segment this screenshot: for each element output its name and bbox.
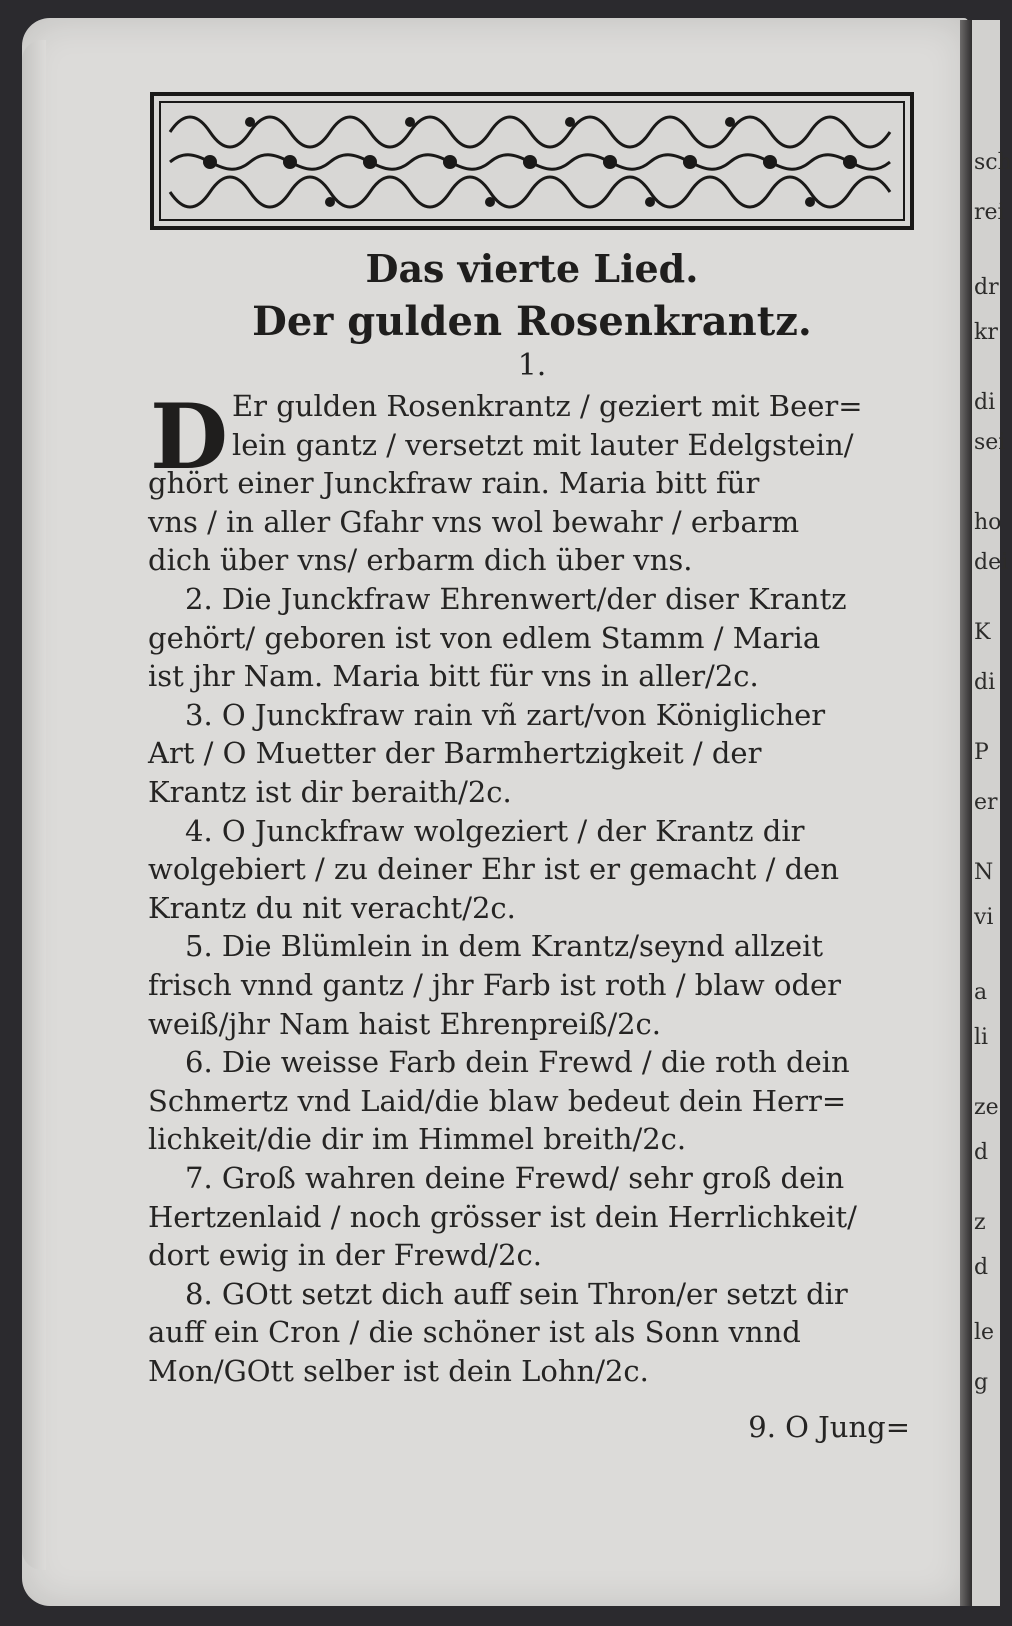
next-page-fragment: ze bbox=[974, 1095, 999, 1120]
text-line: ist jhr Nam. Maria bitt für vns in aller/2c. bbox=[148, 659, 759, 694]
next-page-fragment: z bbox=[974, 1210, 986, 1235]
next-page-fragment: rei bbox=[974, 200, 1005, 225]
text-line: 5. Die Blümlein in dem Krantz/seynd allzeit bbox=[185, 929, 824, 964]
next-page-fragment: sch bbox=[974, 150, 1012, 175]
book-gutter bbox=[960, 20, 972, 1606]
text-line: Hertzenlaid / noch grösser ist dein Herrlichkeit/ bbox=[148, 1199, 857, 1234]
text-line: 8. GOtt setzt dich auff sein Thron/er setzt dir bbox=[185, 1276, 848, 1311]
next-page-fragment: vi bbox=[974, 905, 994, 930]
next-page-edge bbox=[972, 20, 1012, 1606]
text-line: 6. Die weisse Farb dein Frewd / die roth dein bbox=[185, 1045, 850, 1080]
song-title: Das vierte Lied. bbox=[365, 246, 699, 291]
next-page-fragment: di bbox=[974, 390, 996, 415]
text-line: Schmertz vnd Laid/die blaw bedeut dein Herr= bbox=[148, 1083, 847, 1118]
next-page-fragment: kr bbox=[974, 320, 998, 345]
text-line: lein gantz / versetzt mit lauter Edelgstein/ bbox=[232, 427, 854, 462]
text-line: Krantz du nit veracht/2c. bbox=[148, 890, 516, 925]
page-edge-shadow bbox=[22, 40, 46, 1570]
stanza-number: 1. bbox=[517, 348, 547, 383]
next-page-fragment: dr bbox=[974, 275, 999, 300]
text-line: wolgebiert / zu deiner Ehr ist er gemacht / den bbox=[148, 852, 840, 887]
text-line: Mon/GOtt selber ist dein Lohn/2c. bbox=[148, 1354, 649, 1388]
text-line: Art / O Muetter der Barmhertzigkeit / der bbox=[148, 736, 762, 771]
text-line: dich über vns/ erbarm dich über vns. bbox=[148, 543, 693, 578]
next-page-fragment: a bbox=[974, 980, 988, 1005]
next-page-fragment: er bbox=[974, 790, 998, 815]
catchword: 9. O Jung= bbox=[748, 1410, 910, 1444]
next-page-fragment: d bbox=[974, 1140, 989, 1165]
text-line: Er gulden Rosenkrantz / geziert mit Beer= bbox=[232, 389, 863, 423]
next-page-fragment: sei bbox=[974, 430, 1006, 455]
next-page-fragment: le bbox=[974, 1320, 995, 1345]
text-line: gehört/ geboren ist von edlem Stamm / Maria bbox=[148, 620, 821, 655]
text-line: 2. Die Junckfraw Ehrenwert/der diser Krantz bbox=[185, 582, 847, 616]
next-page-fragment: ho bbox=[974, 510, 1002, 535]
text-line: weiß/jhr Nam haist Ehrenpreiß/2c. bbox=[148, 1006, 661, 1041]
text-line: 7. Groß wahren deine Frewd/ sehr groß dein bbox=[185, 1161, 845, 1195]
next-page-fragment: P bbox=[974, 740, 989, 765]
next-page-fragment: dei bbox=[974, 550, 1009, 575]
text-line: 4. O Junckfraw wolgeziert / der Krantz dir bbox=[185, 813, 805, 848]
text-line: auff ein Cron / die schöner ist als Sonn vnnd bbox=[148, 1315, 801, 1350]
text-line: frisch vnnd gantz / jhr Farb ist roth / blaw oder bbox=[148, 968, 842, 1002]
next-page-fragment: di bbox=[974, 670, 996, 695]
text-line: 3. O Junckfraw rain vñ zart/von Königlicher bbox=[185, 697, 826, 732]
text-line: ghört einer Junckfraw rain. Maria bitt für bbox=[148, 466, 760, 501]
drop-cap-initial: D bbox=[150, 384, 229, 490]
next-page-fragment: g bbox=[974, 1370, 989, 1395]
text-line: vns / in aller Gfahr vns wol bewahr / erbarm bbox=[148, 504, 800, 539]
text-line: dort ewig in der Frewd/2c. bbox=[148, 1238, 542, 1273]
next-page-fragment: K bbox=[974, 620, 991, 645]
song-subtitle: Der gulden Rosenkrantz. bbox=[252, 298, 812, 345]
text-line: lichkeit/die dir im Himmel breith/2c. bbox=[148, 1122, 687, 1157]
next-page-fragment: N bbox=[974, 860, 994, 885]
text-line: Krantz ist dir beraith/2c. bbox=[148, 775, 512, 809]
ornamental-woodcut-border bbox=[150, 92, 914, 230]
next-page-fragment: d bbox=[974, 1255, 989, 1280]
next-page-fragment: li bbox=[974, 1025, 989, 1050]
